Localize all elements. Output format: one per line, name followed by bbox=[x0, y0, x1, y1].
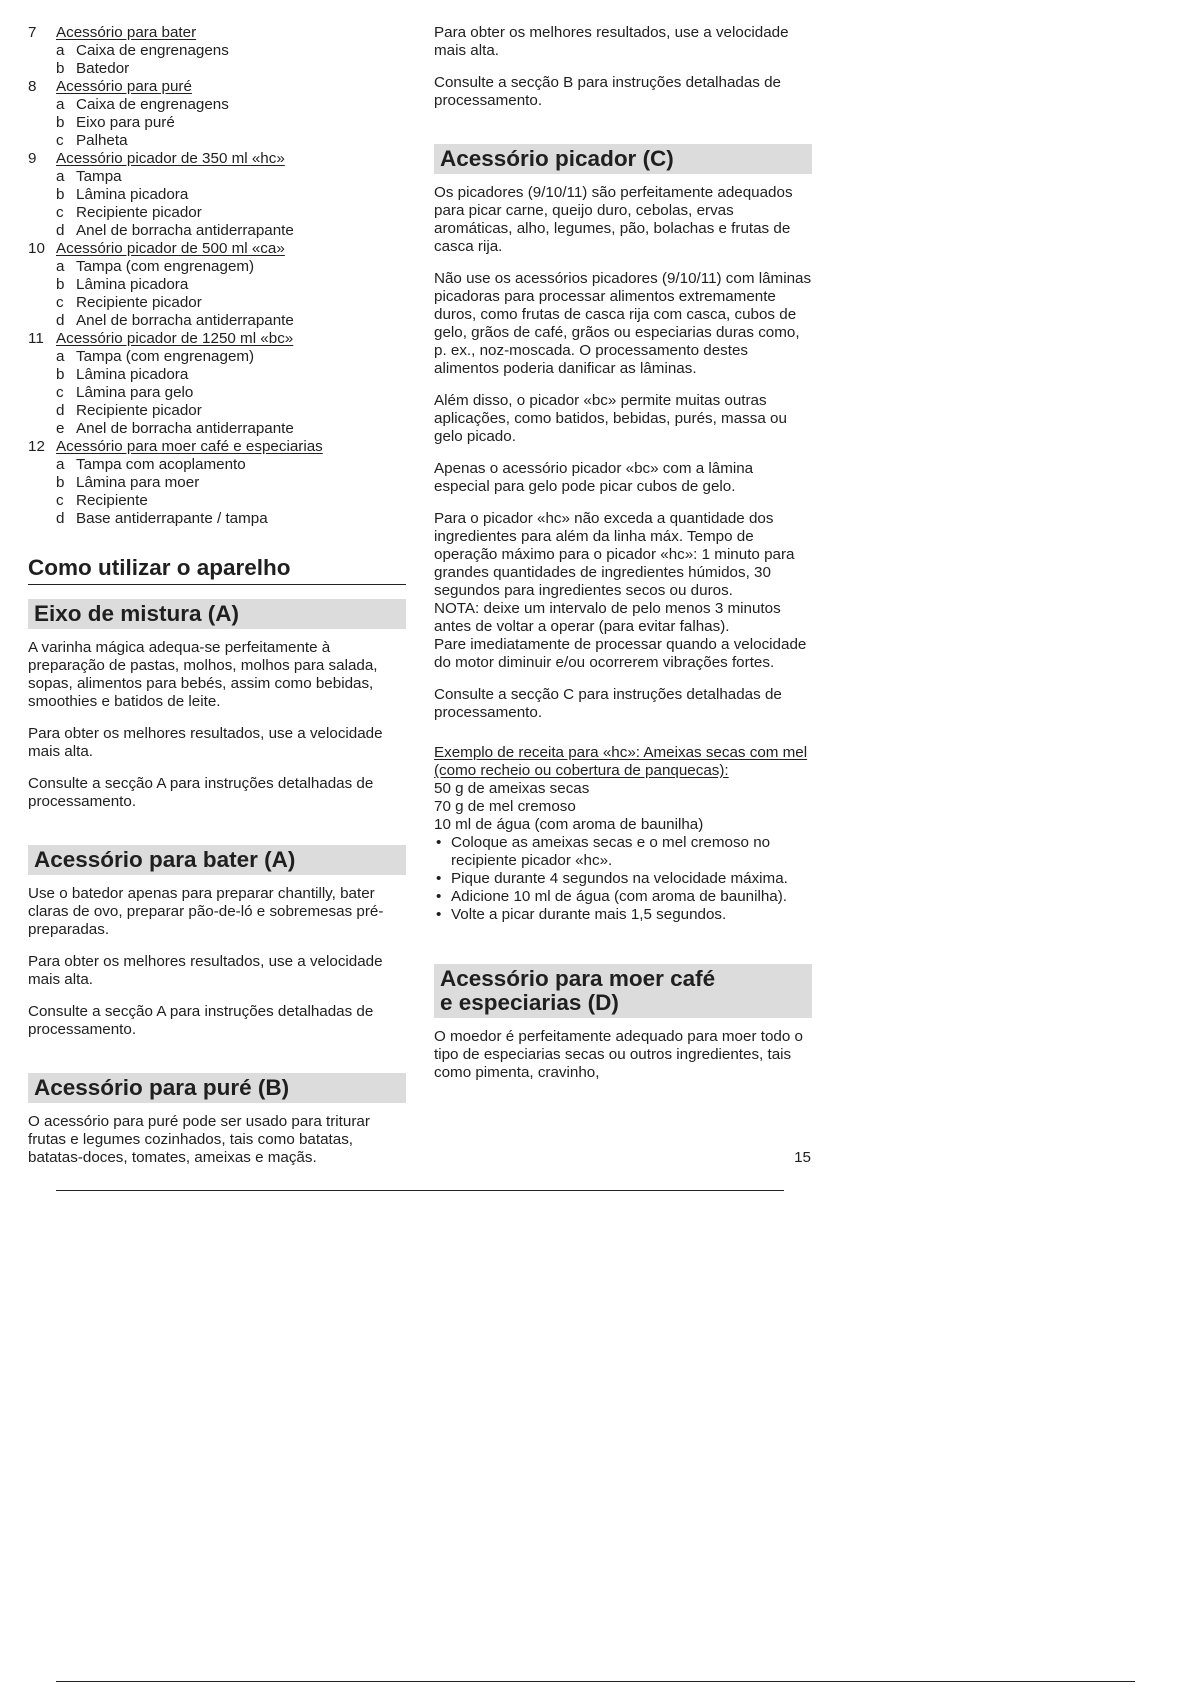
parts-list-subitem bbox=[28, 222, 406, 240]
parts-list-subitem bbox=[28, 60, 406, 78]
right-column bbox=[434, 24, 812, 1096]
parts-list-number: 11 bbox=[28, 330, 44, 347]
parts-list-subitem-letter: c bbox=[56, 492, 64, 509]
parts-list-subitem-letter: d bbox=[56, 312, 65, 329]
parts-list-subitem-text: Recipiente picador bbox=[76, 402, 202, 419]
grinder-heading-line-1: Acessório para moer café bbox=[440, 966, 716, 991]
recipe-step: • Coloque as ameixas secas e o mel cremoso no recipiente picador «hc». bbox=[434, 834, 812, 870]
parts-list-subitem-text: Anel de borracha antiderrapante bbox=[76, 222, 294, 239]
parts-list-title: Acessório picador de 500 ml «ca» bbox=[56, 240, 285, 257]
chopper-paragraph-3: Além disso, o picador «bc» permite muitas outras aplicações, como batidos, bebidas, purés, massa ou gelo picado. bbox=[434, 392, 787, 445]
parts-list-title: Acessório para moer café e especiarias bbox=[56, 438, 323, 455]
parts-list-subitem bbox=[28, 96, 406, 114]
parts-list-subitem-text: Anel de borracha antiderrapante bbox=[76, 420, 294, 437]
parts-list-subitem-letter: b bbox=[56, 474, 65, 491]
grinder-heading-line-2: e especiarias (D) bbox=[440, 990, 619, 1015]
parts-list-subitem-letter: e bbox=[56, 420, 65, 437]
parts-list-subitem bbox=[28, 114, 406, 132]
parts-list-subitem-text: Base antiderrapante / tampa bbox=[76, 510, 268, 527]
grinder-section bbox=[434, 964, 812, 1082]
parts-list-subitem-letter: c bbox=[56, 384, 64, 401]
parts-list-number: 8 bbox=[28, 78, 37, 95]
whisk-paragraph-2: Para obter os melhores resultados, use a velocidade mais alta. bbox=[28, 953, 383, 988]
chopper-heading: Acessório picador (C) bbox=[434, 144, 812, 174]
parts-list-subitem bbox=[28, 312, 406, 330]
parts-list-subitem-letter: c bbox=[56, 204, 64, 221]
parts-list-subitem-letter: c bbox=[56, 294, 64, 311]
puree-heading: Acessório para puré (B) bbox=[28, 1073, 406, 1103]
parts-list-title: Acessório picador de 350 ml «hc» bbox=[56, 150, 285, 167]
parts-list-subitem bbox=[28, 492, 406, 510]
parts-list-subitem bbox=[28, 420, 406, 438]
parts-list-subitem-text: Recipiente bbox=[76, 492, 148, 509]
parts-list-subitem bbox=[28, 42, 406, 60]
chopper-paragraph-6: Consulte a secção C para instruções detalhadas de processamento. bbox=[434, 686, 782, 721]
parts-list-item bbox=[28, 240, 406, 258]
parts-list-subitem-text: Lâmina picadora bbox=[76, 366, 189, 383]
mixing-paragraph-3: Consulte a secção A para instruções detalhadas de processamento. bbox=[28, 775, 374, 810]
parts-list-subitem-letter: b bbox=[56, 366, 65, 383]
parts-list-subitem-letter: d bbox=[56, 402, 65, 419]
chopper-time-limits: Para o picador «hc» não exceda a quantidade dos ingredientes para além da linha máx. Tempo de operação máximo para o picador «hc»: 1 minuto para grandes quantidades de ingredientes húmidos, 30 segundos para ingredientes secos ou duros. bbox=[434, 510, 795, 599]
parts-list-subitem-text: Recipiente picador bbox=[76, 294, 202, 311]
puree-paragraph-2: Para obter os melhores resultados, use a velocidade mais alta. bbox=[434, 24, 789, 59]
parts-list-number: 7 bbox=[28, 24, 37, 41]
page-number: 15 bbox=[794, 1149, 811, 1166]
parts-list-item bbox=[28, 78, 406, 96]
parts-list-subitem bbox=[28, 402, 406, 420]
bottom-divider-line bbox=[56, 1681, 1135, 1682]
parts-list-subitem bbox=[28, 168, 406, 186]
parts-list-subitem bbox=[28, 384, 406, 402]
whisk-section bbox=[28, 845, 406, 1039]
whisk-heading: Acessório para bater (A) bbox=[28, 845, 406, 875]
parts-list-subitem-letter: a bbox=[56, 168, 65, 185]
chopper-paragraph-5 bbox=[434, 510, 812, 672]
parts-list-subitem-text: Lâmina picadora bbox=[76, 276, 189, 293]
parts-list-subitem-letter: b bbox=[56, 60, 65, 77]
parts-list-subitem bbox=[28, 186, 406, 204]
parts-list-subitem-text: Caixa de engrenagens bbox=[76, 42, 229, 59]
whisk-paragraph-1: Use o batedor apenas para preparar chantilly, bater claras de ovo, preparar pão-de-ló e sobremesas pré-preparadas. bbox=[28, 885, 384, 938]
chopper-stop-warning: Pare imediatamente de processar quando a velocidade do motor diminuir e/ou ocorrerem vibrações fortes. bbox=[434, 636, 807, 671]
parts-list-subitem-letter: a bbox=[56, 258, 65, 275]
recipe-ingredient: 70 g de mel cremoso bbox=[434, 798, 576, 815]
chopper-paragraph-1: Os picadores (9/10/11) são perfeitamente adequados para picar carne, queijo duro, cebolas, ervas aromáticas, alho, legumes, pão, bolachas e frutas de casca rija. bbox=[434, 184, 793, 255]
parts-list-subitem-text: Lâmina picadora bbox=[76, 186, 189, 203]
parts-list-subitem-text: Anel de borracha antiderrapante bbox=[76, 312, 294, 329]
parts-list-subitem bbox=[28, 366, 406, 384]
parts-list-item bbox=[28, 24, 406, 42]
parts-list-subitem-letter: b bbox=[56, 114, 65, 131]
whisk-paragraph-3: Consulte a secção A para instruções detalhadas de processamento. bbox=[28, 1003, 374, 1038]
chopper-note: NOTA: deixe um intervalo de pelo menos 3 minutos antes de voltar a operar (para evitar falhas). bbox=[434, 600, 781, 635]
chopper-paragraph-4: Apenas o acessório picador «bc» com a lâmina especial para gelo pode picar cubos de gelo. bbox=[434, 460, 754, 495]
recipe-step: • Volte a picar durante mais 1,5 segundos. bbox=[434, 906, 812, 924]
recipe-ingredients bbox=[434, 780, 812, 834]
mixing-section bbox=[28, 599, 406, 811]
parts-list-number: 9 bbox=[28, 150, 37, 167]
parts-list-title: Acessório para bater bbox=[56, 24, 197, 41]
parts-list-subitem-text: Lâmina para moer bbox=[76, 474, 200, 491]
parts-list-number: 12 bbox=[28, 438, 45, 455]
parts-list-subitem bbox=[28, 258, 406, 276]
parts-list-subitem bbox=[28, 456, 406, 474]
mixing-paragraph-1: A varinha mágica adequa-se perfeitamente à preparação de pastas, molhos, molhos para salada, sopas, alimentos para bebés, assim como bebidas, smoothies e batidos de leite. bbox=[28, 639, 378, 710]
parts-list-subitem-text: Tampa (com engrenagem) bbox=[76, 258, 255, 275]
parts-list-item bbox=[28, 438, 406, 456]
parts-list-subitem bbox=[28, 204, 406, 222]
puree-section bbox=[28, 1073, 406, 1167]
mixing-heading: Eixo de mistura (A) bbox=[28, 599, 406, 629]
parts-list-title: Acessório picador de 1250 ml «bc» bbox=[56, 330, 294, 347]
parts-list-item bbox=[28, 150, 406, 168]
parts-list-subitem-text: Tampa bbox=[76, 168, 122, 185]
recipe-ingredient: 10 ml de água (com aroma de baunilha) bbox=[434, 816, 704, 833]
parts-list-subitem bbox=[28, 348, 406, 366]
recipe-step: • Adicione 10 ml de água (com aroma de baunilha). bbox=[434, 888, 812, 906]
parts-list-subitem-text: Lâmina para gelo bbox=[76, 384, 194, 401]
parts-list-title: Acessório para puré bbox=[56, 78, 192, 95]
parts-list-subitem-text: Eixo para puré bbox=[76, 114, 175, 131]
parts-list-subitem-letter: c bbox=[56, 132, 64, 149]
parts-list-subitem bbox=[28, 474, 406, 492]
recipe-title: Exemplo de receita para «hc»: Ameixas secas com mel (como recheio ou cobertura de panquecas): bbox=[434, 744, 808, 779]
parts-list-subitem-letter: d bbox=[56, 510, 65, 527]
usage-heading: Como utilizar o aparelho bbox=[28, 554, 406, 585]
parts-list-subitem-text: Recipiente picador bbox=[76, 204, 202, 221]
chopper-paragraph-2: Não use os acessórios picadores (9/10/11) com lâminas picadoras para processar alimentos extremamente duros, como frutas de casca rija com casca, cubos de gelo, grãos de café, grãos ou especiarias duras como, p. ex., noz-moscada. O processamento destes alimentos poderia danificar as lâminas. bbox=[434, 270, 812, 377]
left-column bbox=[28, 24, 406, 1181]
parts-list-subitem-letter: a bbox=[56, 456, 65, 473]
parts-list-item bbox=[28, 330, 406, 348]
parts-list-subitem-letter: d bbox=[56, 222, 65, 239]
parts-list-subitem-text: Tampa com acoplamento bbox=[76, 456, 246, 473]
parts-list-subitem bbox=[28, 510, 406, 528]
mixing-paragraph-2: Para obter os melhores resultados, use a velocidade mais alta. bbox=[28, 725, 383, 760]
parts-list-subitem-letter: a bbox=[56, 348, 65, 365]
parts-list-subitem-text: Tampa (com engrenagem) bbox=[76, 348, 255, 365]
recipe bbox=[434, 744, 812, 924]
parts-list-subitem-letter: b bbox=[56, 186, 65, 203]
parts-list bbox=[28, 24, 406, 528]
parts-list-subitem-letter: a bbox=[56, 42, 65, 59]
parts-list-number: 10 bbox=[28, 240, 45, 257]
parts-list-subitem-letter: a bbox=[56, 96, 65, 113]
parts-list-subitem-text: Batedor bbox=[76, 60, 130, 77]
parts-list-subitem bbox=[28, 294, 406, 312]
recipe-ingredient: 50 g de ameixas secas bbox=[434, 780, 590, 797]
parts-list-subitem-text: Palheta bbox=[76, 132, 128, 149]
recipe-step: • Pique durante 4 segundos na velocidade máxima. bbox=[434, 870, 812, 888]
puree-paragraph-3: Consulte a secção B para instruções detalhadas de processamento. bbox=[434, 74, 781, 109]
puree-paragraph-1: O acessório para puré pode ser usado para triturar frutas e legumes cozinhados, tais como batatas, batatas-doces, tomates, ameixas e maçãs. bbox=[28, 1113, 370, 1166]
recipe-steps bbox=[434, 834, 812, 924]
parts-list-subitem bbox=[28, 276, 406, 294]
parts-list-subitem-letter: b bbox=[56, 276, 65, 293]
grinder-heading bbox=[434, 964, 812, 1018]
parts-list-subitem bbox=[28, 132, 406, 150]
chopper-section bbox=[434, 144, 812, 924]
parts-list-subitem-text: Caixa de engrenagens bbox=[76, 96, 229, 113]
divider-line bbox=[56, 1190, 784, 1191]
grinder-paragraph-1: O moedor é perfeitamente adequado para moer todo o tipo de especiarias secas ou outros ingredientes, tais como pimenta, cravinho, bbox=[434, 1028, 803, 1081]
